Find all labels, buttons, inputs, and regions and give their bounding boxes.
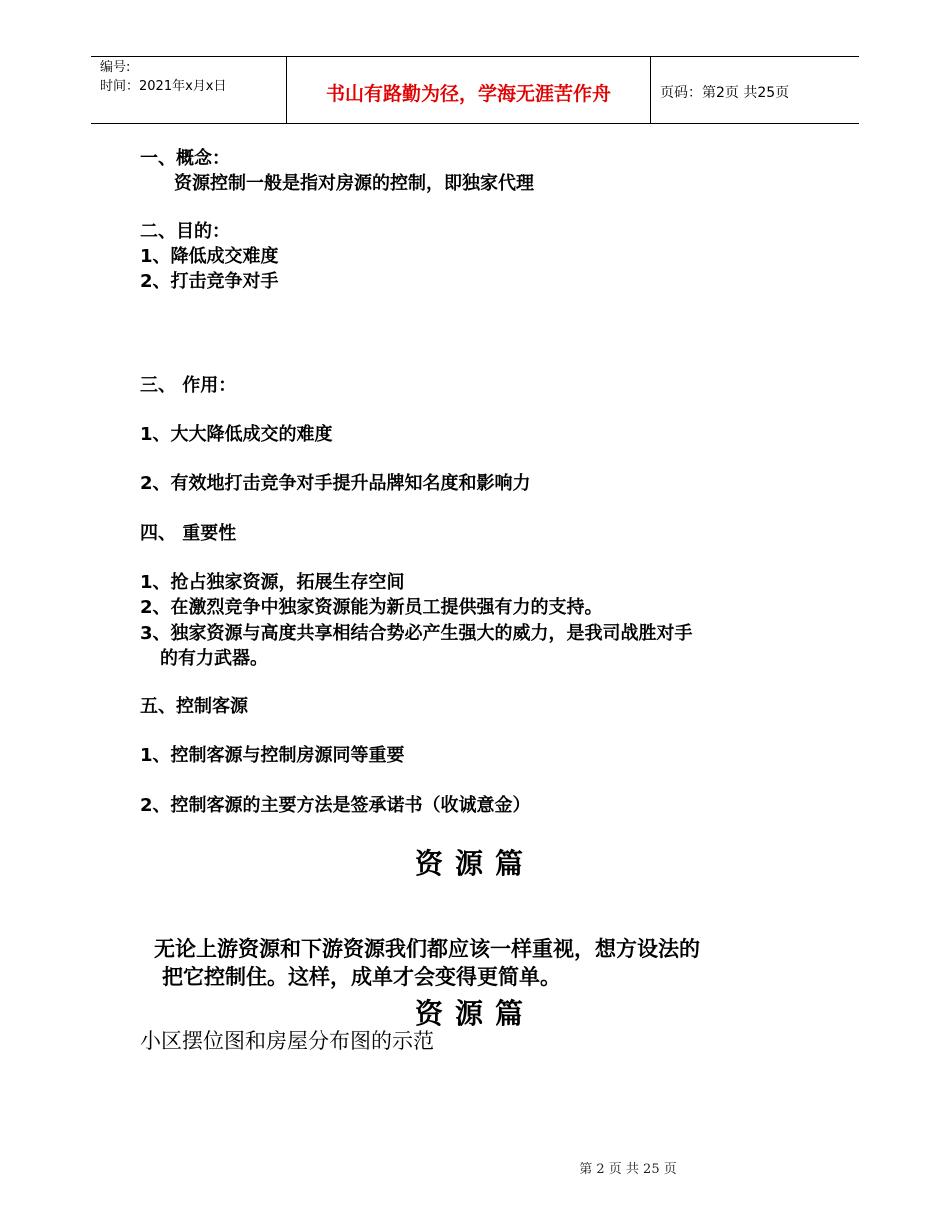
section-4-heading: 四、 重要性 — [140, 523, 237, 544]
header-motto-cell — [286, 57, 651, 123]
section-5-item-2: 2、控制客源的主要方法是签承诺书（收诚意金） — [140, 795, 531, 816]
section-4-item-2: 2、在激烈竞争中独家资源能为新员工提供强有力的支持。 — [140, 597, 603, 618]
section-1-heading: 一、概念： — [140, 148, 230, 169]
section-5-item-1: 1、控制客源与控制房源同等重要 — [140, 745, 405, 766]
header-page-info: 页码：第2页 共25页 — [660, 85, 790, 101]
subtitle-community-map: 小区摆位图和房屋分布图的示范 — [140, 1029, 434, 1053]
paragraph-line-2: 把它控制住。这样，成单才会变得更简单。 — [162, 965, 561, 989]
section-title-resources-2: 资源篇 — [414, 997, 535, 1030]
section-3-heading: 三、 作用： — [140, 375, 237, 396]
page-footer: 第 2 页 共 25 页 — [579, 1162, 677, 1177]
section-2-item-1: 1、降低成交难度 — [140, 246, 279, 267]
section-1-text: 资源控制一般是指对房源的控制，即独家代理 — [174, 173, 534, 194]
section-title-resources: 资源篇 — [414, 847, 535, 880]
section-4-item-3-continued: 的有力武器。 — [160, 648, 268, 669]
section-4-item-1: 1、抢占独家资源，拓展生存空间 — [140, 572, 405, 593]
doc-id-label: 编号: — [100, 60, 131, 75]
header-left-cell — [91, 57, 286, 123]
paragraph-line-1: 无论上游资源和下游资源我们都应该一样重视，想方设法的 — [154, 937, 700, 961]
doc-time-label: 时间：2021年x月x日 — [100, 79, 227, 94]
header-motto: 书山有路勤为径，学海无涯苦作舟 — [325, 83, 611, 105]
section-2-heading: 二、目的： — [140, 221, 230, 242]
section-3-item-1: 1、大大降低成交的难度 — [140, 424, 333, 445]
section-5-heading: 五、控制客源 — [140, 696, 248, 717]
section-4-item-3: 3、独家资源与高度共享相结合势必产生强大的威力，是我司战胜对手 — [140, 623, 693, 644]
page-header — [91, 56, 859, 124]
section-3-item-2: 2、有效地打击竞争对手提升品牌知名度和影响力 — [140, 473, 531, 494]
section-2-item-2: 2、打击竞争对手 — [140, 271, 279, 292]
header-page-cell — [650, 57, 859, 123]
